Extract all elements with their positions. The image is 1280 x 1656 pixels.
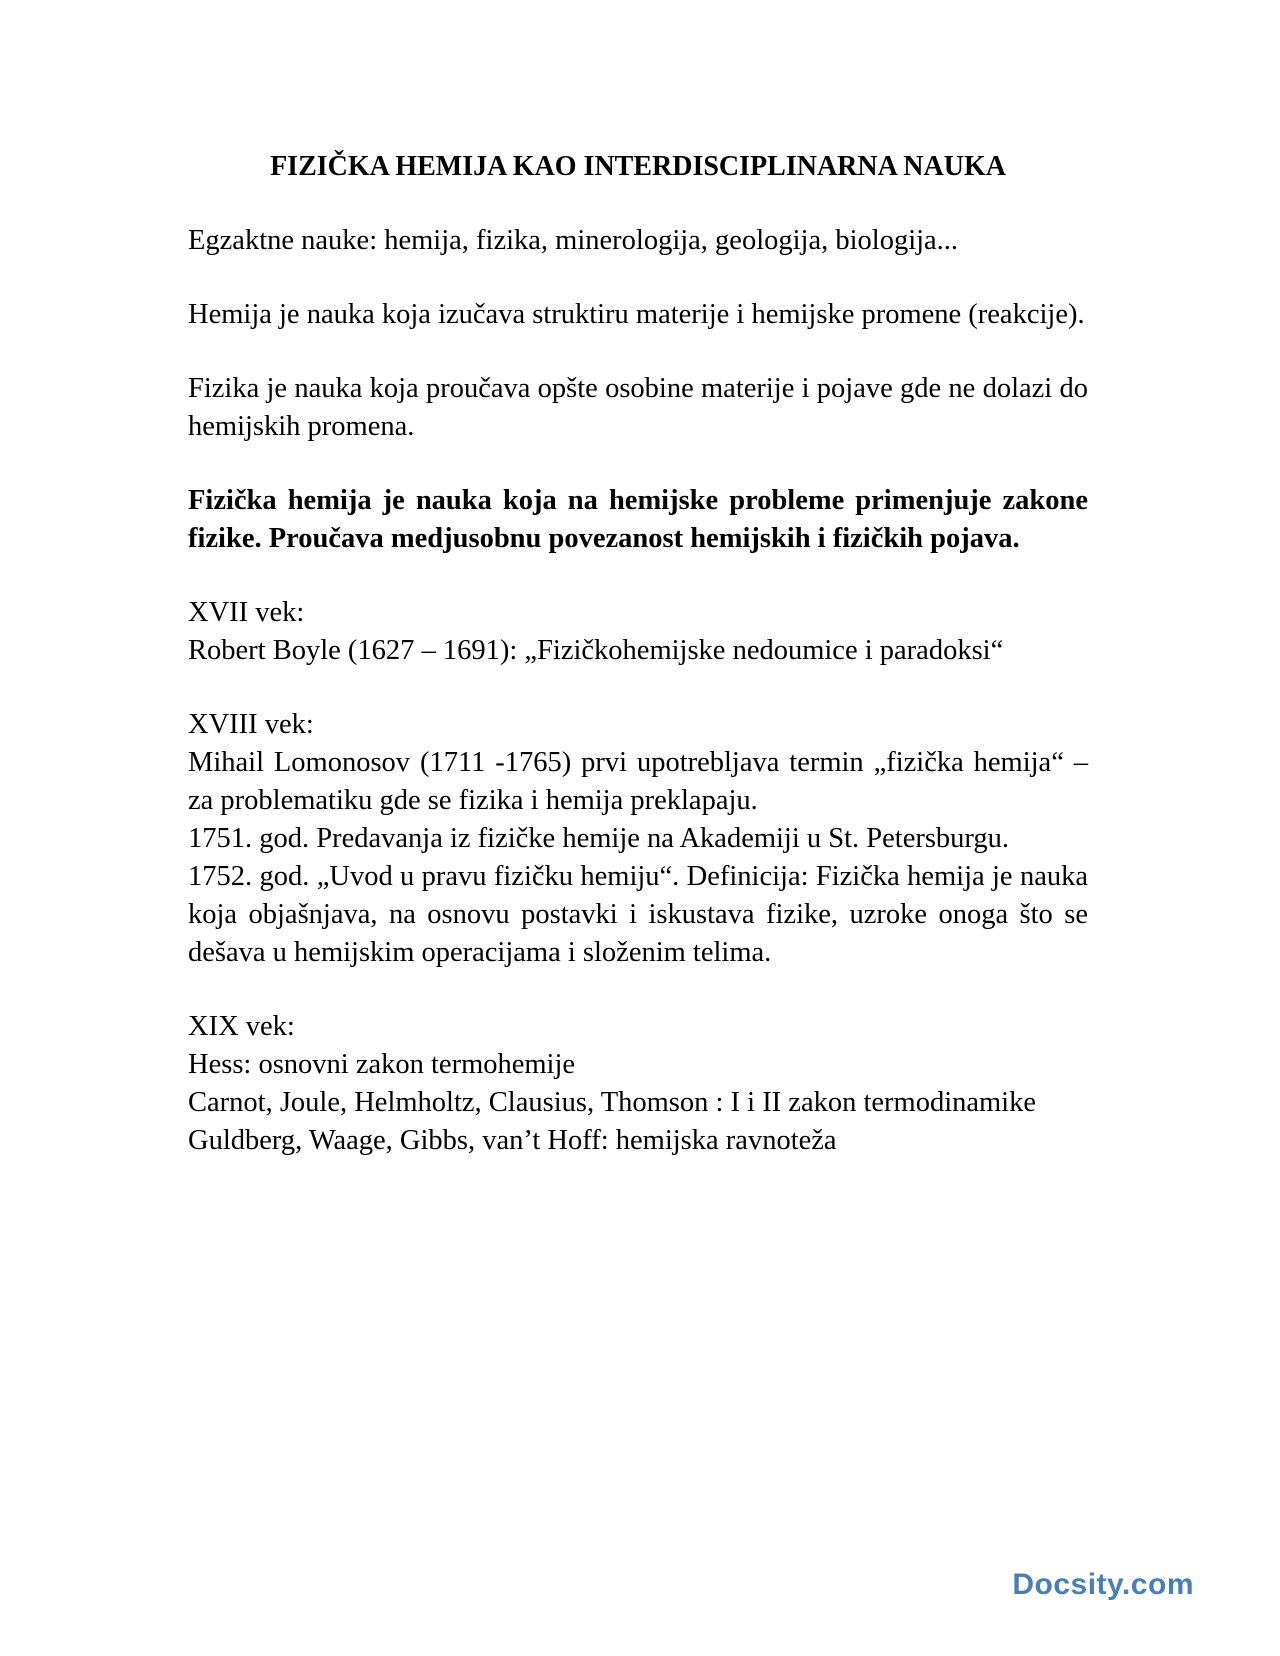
paragraph-exact-sciences: Egzaktne nauke: hemija, fizika, minerologija, geologija, biologija... (188, 224, 959, 256)
section-17th-century (188, 594, 1088, 670)
docsity-watermark: Docsity.com (1012, 1568, 1194, 1601)
history-entry: Carnot, Joule, Helmholtz, Clausius, Thomson : I i II zakon termodinamike (188, 1086, 1037, 1118)
document-title: FIZIČKA HEMIJA KAO INTERDISCIPLINARNA NAUKA (270, 151, 1006, 182)
section-18th-century (188, 706, 1088, 972)
document-page (188, 150, 1088, 1196)
history-entry: Hess: osnovni zakon termohemije (188, 1048, 576, 1080)
history-entry: 1751. god. Predavanja iz fizičke hemije na Akademiji u St. Petersburgu. (188, 822, 1010, 854)
paragraph-physical-chemistry-definition: Fizička hemija je nauka koja na hemijske probleme primenjuje zakone fizike. Proučava medjusobnu povezanost hemijskih i fizičkih pojava. (188, 484, 1088, 554)
section-19th-century (188, 1008, 1088, 1160)
history-entry: Robert Boyle (1627 – 1691): „Fizičkohemijske nedoumice i paradoksi“ (188, 634, 1004, 666)
history-entry: 1752. god. „Uvod u pravu fizičku hemiju“. Definicija: Fizička hemija je nauka koja objašnjava, na osnovu postavki i iskustava fizike, uzroke onoga što se dešava u hemijskim operacijama i složenim telima. (188, 860, 1088, 968)
section-heading: XIX vek: (188, 1010, 295, 1042)
section-heading: XVIII vek: (188, 708, 314, 740)
paragraph-physics: Fizika je nauka koja proučava opšte osobine materije i pojave gde ne dolazi do hemijskih promena. (188, 372, 1088, 442)
paragraph-chemistry: Hemija je nauka koja izučava struktiru materije i hemijske promene (reakcije). (188, 298, 1085, 330)
history-entry: Mihail Lomonosov (1711 -1765) prvi upotrebljava termin „fizička hemija“ – za problematiku gde se fizika i hemija preklapaju. (188, 746, 1088, 816)
section-heading: XVII vek: (188, 596, 305, 628)
history-entry: Guldberg, Waage, Gibbs, van’t Hoff: hemijska ravnoteža (188, 1124, 837, 1156)
